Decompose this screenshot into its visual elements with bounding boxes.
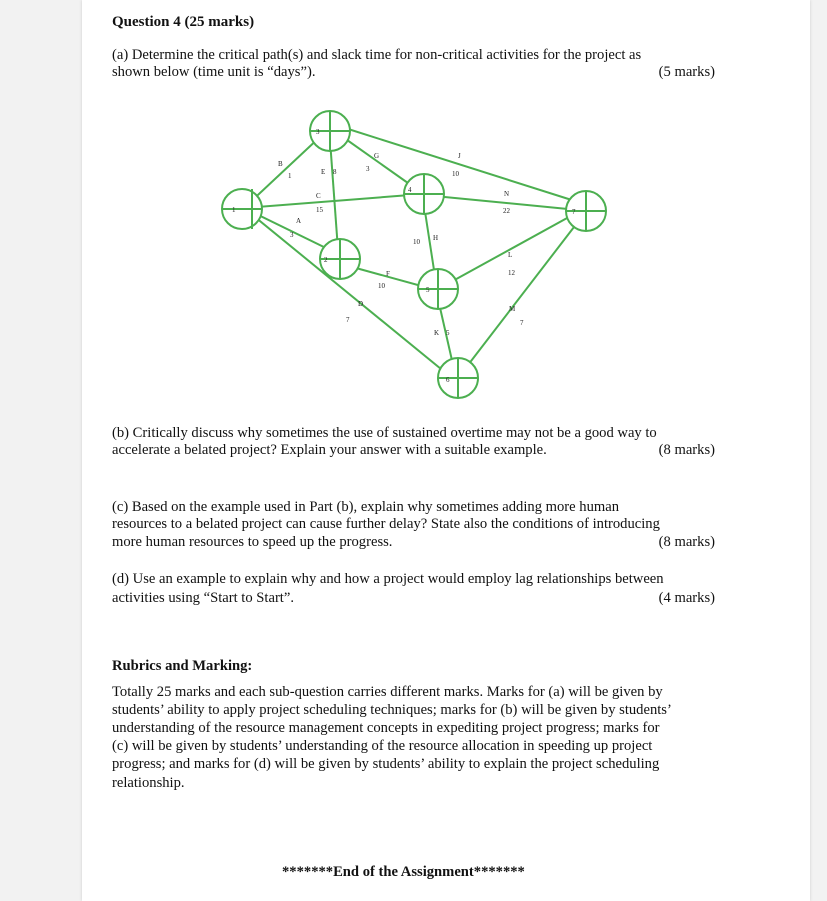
activity-name-a: A — [296, 217, 302, 225]
activity-duration-g: 3 — [366, 165, 370, 173]
activity-name-m: M — [509, 305, 516, 313]
end-of-assignment: *******End of the Assignment******* — [282, 864, 525, 880]
activity-duration-a: 3 — [290, 231, 294, 239]
activity-duration-f: 10 — [378, 282, 385, 290]
rubrics-line-6: relationship. — [112, 775, 185, 791]
node-4 — [404, 174, 444, 214]
edge-c — [244, 195, 410, 208]
activity-duration-j: 10 — [452, 170, 459, 178]
node-label-6: 6 — [446, 376, 450, 384]
activity-name-g: G — [374, 152, 380, 160]
activity-network-diagram — [82, 0, 810, 420]
part-c-marks: (8 marks) — [658, 534, 715, 550]
part-a-line-1: (a) Determine the critical path(s) and slack time for non-critical activities for the project as — [112, 47, 642, 63]
activity-name-n: N — [504, 190, 510, 198]
rubrics-line-5: progress; and marks for (d) will be given by students’ ability to explain the project scheduling — [112, 756, 660, 772]
activity-name-b: B — [278, 160, 283, 168]
activity-duration-k: 5 — [446, 329, 450, 337]
question-title: Question 4 (25 marks) — [112, 14, 255, 30]
network-nodes — [222, 111, 606, 398]
edge-m — [458, 214, 584, 378]
activity-name-h: H — [433, 234, 439, 242]
part-c-line-1: (c) Based on the example used in Part (b), explain why sometimes adding more human — [112, 499, 620, 515]
node-6 — [438, 358, 478, 398]
node-1 — [222, 189, 262, 229]
activity-name-d: D — [358, 300, 364, 308]
part-d-line-2: activities using “Start to Start”. — [112, 590, 294, 606]
part-a-line-2: shown below (time unit is “days”). — [112, 64, 316, 80]
part-b-marks: (8 marks) — [658, 442, 715, 458]
activity-duration-m: 7 — [520, 319, 524, 327]
edge-g — [340, 135, 415, 188]
rubrics-line-2: students’ ability to apply project scheduling techniques; marks for (b) will be given by students’ — [112, 702, 672, 718]
activity-name-j: J — [458, 152, 461, 160]
activity-duration-d: 7 — [346, 316, 350, 324]
rubrics-title: Rubrics and Marking: — [112, 658, 253, 674]
activity-name-f: F — [386, 270, 390, 278]
activity-duration-b: 1 — [288, 172, 292, 180]
part-b-line-1: (b) Critically discuss why sometimes the use of sustained overtime may not be a good way to — [112, 425, 657, 441]
part-b-line-2: accelerate a belated project? Explain your answer with a suitable example. — [112, 442, 547, 458]
node-label-3: 3 — [316, 128, 320, 136]
node-label-1: 1 — [232, 206, 236, 214]
activity-name-k: K — [434, 329, 440, 337]
part-d-marks: (4 marks) — [658, 590, 715, 606]
document-page — [82, 0, 810, 901]
network-edges — [244, 128, 584, 378]
part-d-line-1: (d) Use an example to explain why and how a project would employ lag relationships between — [112, 571, 664, 587]
part-c-line-3: more human resources to speed up the progress. — [112, 534, 393, 550]
edge-e — [330, 140, 338, 250]
rubrics-line-4: (c) will be given by students’ understanding of the resource allocation in speeding up project — [112, 738, 653, 754]
activity-labels — [278, 152, 524, 337]
node-label-5: 5 — [426, 286, 430, 294]
rubrics-line-3: understanding of the resource management concepts in expediting project progress; marks for — [112, 720, 660, 736]
edge-n — [424, 195, 578, 210]
rubrics-line-1: Totally 25 marks and each sub-question carries different marks. Marks for (a) will be given by — [112, 684, 663, 700]
part-a-marks: (5 marks) — [658, 64, 715, 80]
activity-name-l: L — [508, 251, 513, 259]
part-c-line-2: resources to a belated project can cause further delay? State also the conditions of introducing — [112, 516, 660, 532]
node-label-2: 2 — [324, 256, 328, 264]
activity-duration-c: 15 — [316, 206, 323, 214]
activity-duration-h: 10 — [413, 238, 420, 246]
activity-duration-e: 8 — [333, 168, 337, 176]
node-5 — [418, 269, 458, 309]
node-label-7: 7 — [572, 208, 576, 216]
edge-j — [345, 128, 578, 202]
activity-name-c: C — [316, 192, 321, 200]
activity-name-e: E — [321, 168, 326, 176]
node-labels — [232, 128, 576, 384]
activity-duration-n: 22 — [503, 207, 510, 215]
activity-duration-l: 12 — [508, 269, 515, 277]
node-label-4: 4 — [408, 186, 412, 194]
